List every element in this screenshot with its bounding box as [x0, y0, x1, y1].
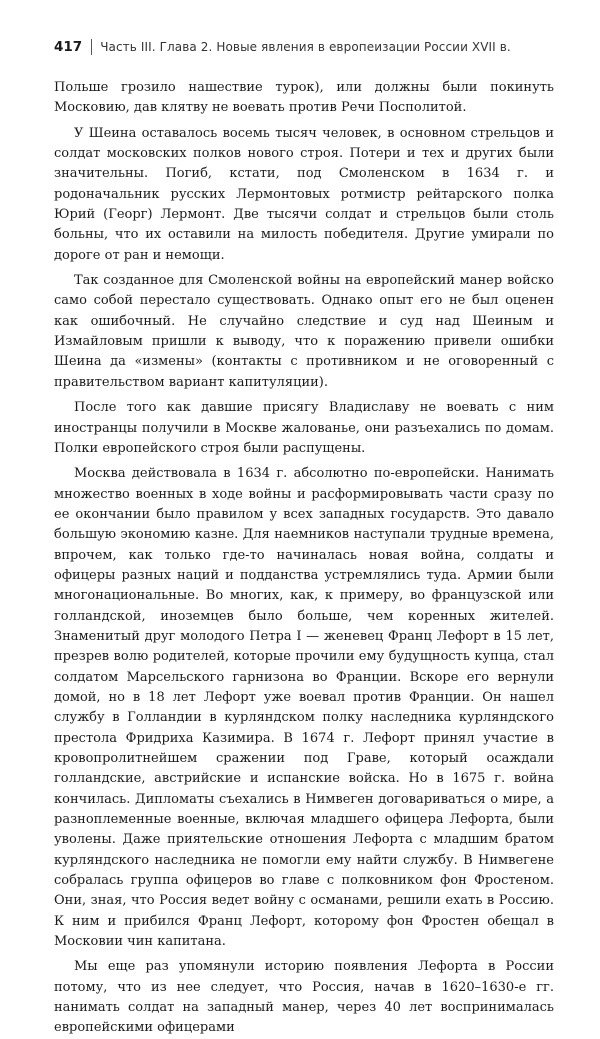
running-head	[54, 34, 554, 60]
page-number: 417	[54, 39, 83, 55]
header-separator	[91, 39, 92, 55]
paragraph: Москва действовала в 1634 г. абсолютно по-европейски. Нанимать множество военных в ходе войны и расформировывать части сразу по ее окончании было правилом у всех западных государств. Это давало большую экономию казне. Для наемников наступали трудные времена, впрочем, как только где-то начиналась новая война, солдаты и офицеры разных наций и подданства устремлялись туда. Армии были многонациональные. Во многих, как, к примеру, во французской или голландской, иноземцев было больше, чем коренных жителей. Знаменитый друг молодого Петра I — женевец Франц Лефорт в 15 лет, презрев волю родителей, которые прочили ему будущность купца, стал солдатом Марсельского гарнизона во Франции. Вскоре его вернули домой, но в 18 лет Лефорт уже воевал против Франции. Он нашел службу в Голландии в курляндском полку наследника курляндского престола Фридриха Казимира. В 1674 г. Лефорт принял участие в кровопролитнейшем сражении под Граве, который осаждали голландские, австрийские и испанские войска. Но в 1675 г. война кончилась. Дипломаты съехались в Нимвеген договариваться о мире, а разноплеменные военные, включая младшего офицера Лефорта, были уволены. Даже приятельские отношения Лефорта с младшим братом курляндского наследника не помогли ему найти службу. В Нимвегене собралась группа офицеров во главе с полковником фон Фростеном. Они, зная, что Россия ведет войну с османами, решили ехать в Россию. К ним и прибился Франц Лефорт, которому фон Фростен обещал в Московии чин капитана.	[54, 466, 554, 950]
paragraph: После того как давшие присягу Владиславу не воевать с ним иностранцы получили в Москве жалованье, они разъехались по домам. Полки европейского строя были распущены.	[54, 400, 554, 456]
paragraph: Так созданное для Смоленской войны на европейский манер войско само собой перестало существовать. Однако опыт его не был оценен как ошибочный. Не случайно следствие и суд над Шеиным и Измайловым пришли к выводу, что к поражению привели ошибки Шеина да «измены» (контакты с противником и не оговоренный с правительством вариант капитуляции).	[54, 273, 554, 390]
chapter-title: Часть III. Глава 2. Новые явления в европеизации России XVII в.	[100, 40, 511, 54]
paragraph: Мы еще раз упомянули историю появления Лефорта в России потому, что из нее следует, что Россия, начав в 1620–1630-е гг. нанимать солдат на западный манер, через 40 лет воспринималась европейскими офицерами	[54, 959, 554, 1036]
body-text	[54, 78, 554, 1039]
paragraph-continued: Польше грозило нашествие турок), или должны были покинуть Московию, дав клятву не воевать против Речи Посполитой.	[54, 80, 554, 116]
book-page	[54, 34, 554, 1036]
paragraph: У Шеина оставалось восемь тысяч человек, в основном стрельцов и солдат московских полков нового строя. Потери и тех и других были значительны. Погиб, кстати, под Смоленском в 1634 г. и родоначальник русских Лермонтовых ротмистр рейтарского полка Юрий (Георг) Лермонт. Две тысячи солдат и стрельцов были столь больны, что их оставили на милость победителя. Другие умирали по дороге от ран и немощи.	[54, 125, 554, 263]
